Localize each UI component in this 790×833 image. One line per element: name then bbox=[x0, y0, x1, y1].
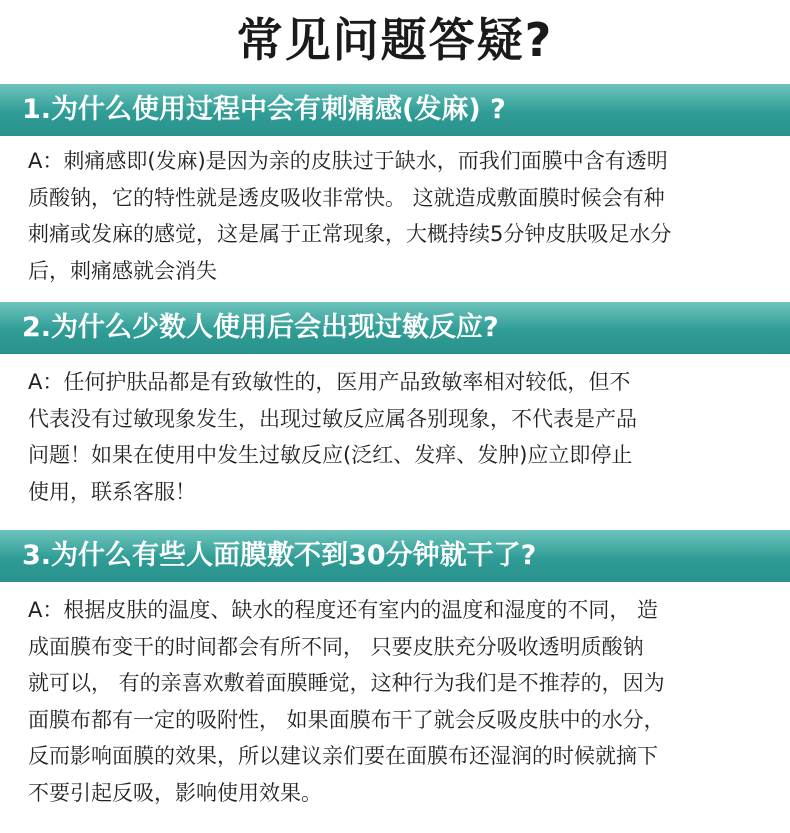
faq-answer-line: 成面膜布变干的时间都会有所不同， 只要皮肤充分吸收透明质酸钠 bbox=[28, 634, 644, 659]
faq-question-1: 1.为什么使用过程中会有刺痛感(发麻) ? bbox=[22, 94, 506, 125]
page-title: 常见问题答疑? bbox=[236, 13, 554, 67]
faq-answer-line: 刺痛或发麻的感觉，这是属于正常现象，大概持续5分钟皮肤吸足水分 bbox=[28, 222, 672, 246]
faq-answer-line: 使用，联系客服！ bbox=[28, 479, 196, 504]
faq-answer-line: A：根据皮肤的温度、缺水的程度还有室内的温度和湿度的不同， 造 bbox=[28, 598, 659, 622]
faq-answer-line: A：任何护肤品都是有致敏性的，医用产品致敏率相对较低，但不 bbox=[28, 370, 631, 394]
faq-answer-line: A：刺痛感即(发麻)是因为亲的皮肤过于缺水，而我们面膜中含有透明 bbox=[28, 149, 668, 173]
faq-answer-line: 后，刺痛感就会消失 bbox=[28, 258, 217, 283]
faq-answer-line: 代表没有过敏现象发生，出现过敏反应属各别现象，不代表是产品 bbox=[28, 406, 637, 431]
faq-answer-line: 反而影响面膜的效果，所以建议亲们要在面膜布还湿润的时候就摘下 bbox=[28, 744, 658, 768]
faq-answer-2 bbox=[28, 364, 778, 510]
faq-question-bar-1 bbox=[0, 84, 790, 136]
faq-answer-line: 面膜布都有一定的吸附性， 如果面膜布干了就会反吸皮肤中的水分， bbox=[28, 707, 665, 732]
faq-answer-line: 质酸钠，它的特性就是透皮吸收非常快。 这就造成敷面膜时候会有种 bbox=[28, 185, 665, 210]
faq-question-2: 2.为什么少数人使用后会出现过敏反应? bbox=[22, 312, 499, 343]
faq-answer-line: 不要引起反吸，影响使用效果。 bbox=[28, 780, 322, 805]
faq-question-3: 3.为什么有些人面膜敷不到30分钟就干了? bbox=[22, 540, 537, 571]
faq-answer-1 bbox=[28, 143, 778, 289]
faq-question-bar-3 bbox=[0, 530, 790, 582]
faq-answer-3 bbox=[28, 592, 778, 811]
faq-answer-line: 问题！如果在使用中发生过敏反应(泛红、发痒、发肿)应立即停止 bbox=[28, 443, 633, 467]
faq-answer-line: 就可以， 有的亲喜欢敷着面膜睡觉，这种行为我们是不推荐的，因为 bbox=[28, 671, 665, 695]
faq-question-bar-2 bbox=[0, 302, 790, 354]
